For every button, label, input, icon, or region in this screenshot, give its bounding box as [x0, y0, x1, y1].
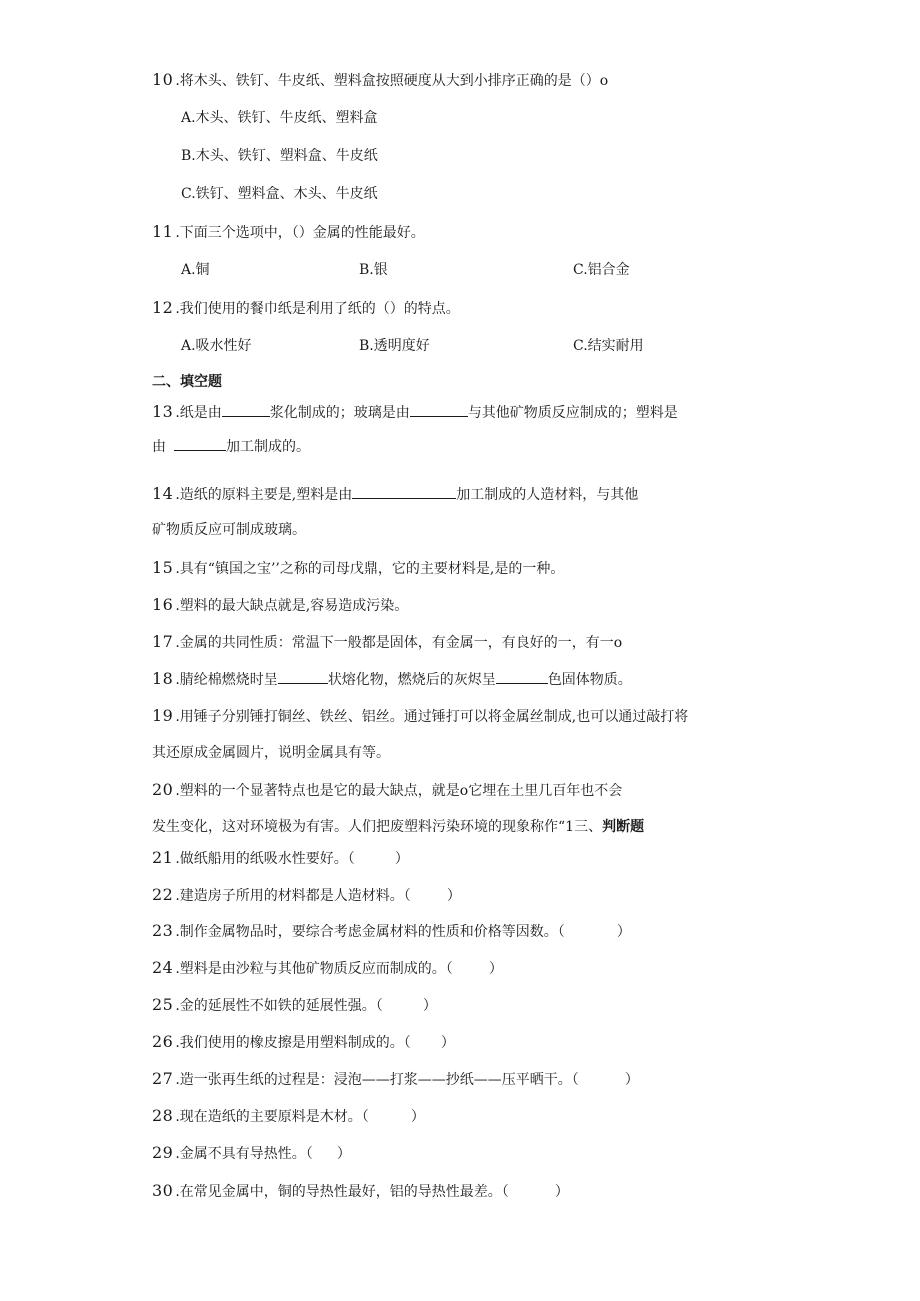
question-12: [152, 299, 460, 318]
question-number: 27: [152, 1069, 174, 1088]
question-number: 25: [152, 995, 174, 1014]
close-paren: ）: [410, 1109, 425, 1125]
question-text: 加工制成的人造材料，与其他: [456, 487, 639, 503]
question-text: .我们使用的橡皮擦是用塑料制成的。（: [175, 1035, 411, 1051]
question-19-cont: 其还原成金属圆片，说明金属具有等。: [152, 745, 390, 761]
section-heading-fill-in: 二、填空题: [152, 374, 222, 390]
question-text: 由: [152, 439, 166, 455]
question-27: [152, 1070, 639, 1089]
question-number: 10: [152, 70, 174, 89]
question-number: 26: [152, 1032, 174, 1051]
question-text: .塑料的一个显著特点也是它的最大缺点，就是o它埋在土里几百年也不会: [175, 783, 623, 799]
question-text: .造纸的原料主要是,塑料是由: [175, 487, 353, 503]
question-text: .金的延展性不如铁的延展性强。（: [175, 998, 383, 1014]
option-b: B.银: [359, 262, 388, 278]
question-text: .建造房子所用的材料都是人造材料。（: [175, 888, 411, 904]
question-11: [152, 223, 425, 242]
question-13-cont: [152, 437, 310, 456]
option-c: C.铁钉、塑料盒、木头、牛皮纸: [181, 186, 378, 202]
close-paren: ）: [422, 998, 437, 1014]
question-text: .腈纶棉燃烧时呈: [175, 672, 278, 688]
question-number: 29: [152, 1143, 174, 1162]
question-text: .将木头、铁钉、牛皮纸、塑料盒按照硬度从大到小排序正确的是（）o: [175, 73, 609, 89]
close-paren: ）: [440, 1035, 455, 1051]
question-number: 23: [152, 921, 174, 940]
close-paren: ）: [488, 961, 503, 977]
answer-blank[interactable]: [352, 485, 456, 499]
question-number: 17: [152, 632, 174, 651]
question-number: 11: [152, 222, 174, 241]
question-number: 16: [152, 595, 174, 614]
question-29: [152, 1144, 351, 1163]
question-text: .下面三个选项中，（）金属的性能最好。: [175, 225, 425, 241]
question-text: 加工制成的。: [226, 439, 310, 455]
question-number: 30: [152, 1181, 174, 1200]
question-20: [152, 781, 622, 800]
question-text: .金属的共同性质：常温下一般都是固体，有金属一，有良好的一，有一o: [175, 635, 623, 651]
close-paren: ）: [554, 1184, 569, 1200]
question-text: 发生变化，这对环境极为有害。人们把废塑料污染环境的现象称作“1三、: [152, 819, 603, 835]
question-number: 20: [152, 780, 174, 799]
question-21: [152, 849, 409, 868]
close-paren: ）: [394, 851, 409, 867]
question-number: 24: [152, 958, 174, 977]
close-paren: ）: [446, 888, 461, 904]
question-text: 色固体物质。: [547, 672, 632, 688]
question-text: 浆化制成的；玻璃是由: [269, 405, 410, 421]
question-14: [152, 485, 638, 504]
question-text: .现在造纸的主要原料是木材。（: [175, 1109, 369, 1125]
question-text: .在常见金属中，铜的导热性最好，铝的导热性最差。（: [175, 1184, 509, 1200]
question-30: [152, 1182, 569, 1201]
question-19: [152, 707, 688, 726]
question-text: .做纸船用的纸吸水性要好。（: [175, 851, 355, 867]
option-b: B.木头、铁钉、塑料盒、牛皮纸: [181, 148, 378, 164]
question-number: 22: [152, 885, 174, 904]
option-a: A.铜: [181, 262, 210, 278]
option-c: C.结实耐用: [573, 338, 644, 354]
question-23: [152, 922, 631, 941]
question-number: 15: [152, 558, 174, 577]
option-b: B.透明度好: [359, 338, 430, 354]
question-text: .塑料的最大缺点就是,容易造成污染。: [175, 598, 409, 614]
question-text: .我们使用的餐巾纸是利用了纸的（）的特点。: [175, 301, 460, 317]
question-text: .纸是由: [175, 405, 222, 421]
question-text: 状熔化物，燃烧后的灰烬呈: [327, 672, 496, 688]
option-a: A.木头、铁钉、牛皮纸、塑料盒: [181, 110, 378, 126]
question-number: 13: [152, 402, 174, 421]
option-a: A.吸水性好: [181, 338, 252, 354]
answer-blank[interactable]: [410, 403, 468, 417]
question-28: [152, 1107, 425, 1126]
question-number: 12: [152, 298, 174, 317]
option-c: C.铝合金: [573, 262, 630, 278]
question-22: [152, 886, 461, 905]
question-24: [152, 959, 503, 978]
question-15: [152, 559, 564, 578]
question-text: .塑料是由沙粒与其他矿物质反应而制成的。（: [175, 961, 453, 977]
close-paren: ）: [616, 924, 631, 940]
question-text: .制作金属物品时，要综合考虑金属材料的性质和价格等因数。（: [175, 924, 565, 940]
question-number: 14: [152, 484, 174, 503]
close-paren: ）: [336, 1146, 351, 1162]
question-26: [152, 1033, 455, 1052]
question-text: 与其他矿物质反应制成的；塑料是: [467, 405, 678, 421]
question-number: 18: [152, 669, 174, 688]
question-text: .造一张再生纸的过程是：浸泡——打浆——抄纸——压平晒干。（: [175, 1072, 579, 1088]
question-20-cont: [152, 818, 644, 836]
question-number: 19: [152, 706, 174, 725]
question-10: [152, 71, 608, 90]
answer-blank[interactable]: [496, 670, 548, 684]
question-16: [152, 596, 408, 615]
question-number: 21: [152, 848, 174, 867]
question-13: [152, 403, 678, 422]
question-text: .金属不具有导热性。（: [175, 1146, 313, 1162]
question-17: [152, 633, 622, 652]
section-heading-judge: 判断题: [602, 819, 645, 835]
question-number: 28: [152, 1106, 174, 1125]
question-25: [152, 996, 437, 1015]
close-paren: ）: [624, 1072, 639, 1088]
question-14-cont: 矿物质反应可制成玻璃。: [152, 522, 306, 538]
answer-blank[interactable]: [222, 403, 270, 417]
question-text: .具有“镇国之宝’’之称的司母戊鼎，它的主要材料是,是的一种。: [175, 561, 565, 577]
answer-blank[interactable]: [278, 670, 328, 684]
question-text: .用锤子分别锤打铜丝、铁丝、铝丝。通过锤打可以将金属丝制成,也可以通过敲打将: [175, 709, 689, 725]
answer-blank[interactable]: [174, 437, 226, 451]
question-18: [152, 670, 632, 689]
